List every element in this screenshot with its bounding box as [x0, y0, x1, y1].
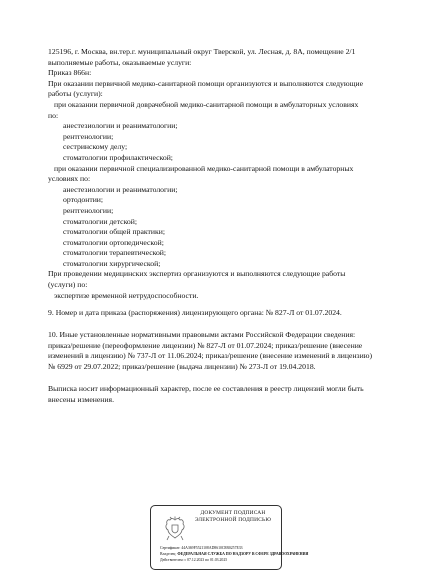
list-item: стоматологии ортопедической; [63, 237, 164, 247]
list-item: анестезиологии и реаниматологии; [63, 121, 178, 131]
list-item: стоматологии детской; [63, 216, 138, 226]
section-9 [48, 308, 410, 319]
expertise-text: При проведении медицинских экспертиз организуются и выполняются следующие работы [48, 269, 346, 279]
specialized-care-text: условиях по: [48, 174, 91, 184]
order-reference: Приказ 866н: [48, 68, 92, 78]
specialized-services-list [48, 185, 410, 270]
services-heading: выполняемые работы, оказываемые услуги: [48, 57, 192, 67]
disclaimer-note [48, 384, 410, 405]
note-line: внесены изменения. [48, 394, 114, 404]
section-10-line: приказ/решение (переоформление лицензии) № 827-Л от 01.07.2024; приказ/решение (внесение [48, 340, 363, 350]
list-item: стоматологии профилактической; [63, 152, 173, 162]
note-line: Выписка носит информационный характер, после ее составления в реестр лицензий могли быть [48, 384, 364, 393]
list-item: стоматологии общей практики; [63, 227, 165, 237]
list-item: стоматологии хирургической; [63, 258, 161, 268]
services-section [48, 47, 410, 301]
expertise-text: (услуги) по: [48, 280, 88, 290]
list-item: стоматологии терапевтической; [63, 248, 167, 258]
certificate-owner: Владелец: ФЕДЕРАЛЬНАЯ СЛУЖБА ПО НАДЗОРУ В СФЕРЕ ЗДРАВООХРАНЕНИЯ [160, 552, 309, 556]
predoctor-care-text: при оказании первичной доврачебной медико-санитарной помощи в амбулаторных условиях [54, 99, 359, 109]
list-item: сестринскому делу; [63, 142, 128, 152]
stamp-title: ДОКУМЕНТ ПОДПИСАН ЭЛЕКТРОННОЙ ПОДПИСЬЮ [194, 510, 272, 523]
section-10-line: 10. Иные установленные нормативными правовыми актами Российской Федерации сведения: [48, 330, 356, 339]
list-item: экспертизе временной нетрудоспособности. [54, 290, 199, 300]
order-number-date: 9. Номер и дата приказа (распоряжения) лицензирующего органа: № 827-Л от 01.07.2024. [48, 308, 342, 317]
section-10 [48, 330, 410, 372]
list-item: анестезиологии и реаниматологии; [63, 184, 178, 194]
predoctor-services-list [48, 121, 410, 163]
certificate-number: Сертификат: 44A369F5521108AD8610C8B0257E33 [160, 546, 243, 550]
section-10-line: № 6929 от 29.07.2022; приказ/решение (выдача лицензии) № 273-Л от 19.04.2018. [48, 361, 316, 371]
predoctor-care-text: по: [48, 110, 59, 120]
electronic-signature-stamp [150, 505, 309, 570]
specialized-care-text: при оказании первичной специализированной медико-санитарной помощи в амбулаторных [54, 163, 354, 173]
primary-care-text: работы (услуги): [48, 89, 103, 99]
section-10-line: изменений в лицензию) № 737-Л от 11.06.2024; приказ/решение (внесение изменений в лицензию) [48, 351, 373, 361]
list-item: ортодонтии; [63, 195, 104, 205]
coat-of-arms-icon [164, 516, 186, 542]
list-item: рентгенологии; [63, 205, 114, 215]
list-item: рентгенологии; [63, 131, 114, 141]
certificate-validity: Действителен: с 07.12.2023 по 01.03.2025 [160, 558, 228, 562]
address-line: 125196, г. Москва, вн.тер.г. муниципальный округ Тверской, ул. Лесная, д. 8А, помещение 2/1 [48, 47, 356, 56]
primary-care-text: При оказании первичной медико-санитарной помощи организуются и выполняются следующие [48, 78, 364, 88]
